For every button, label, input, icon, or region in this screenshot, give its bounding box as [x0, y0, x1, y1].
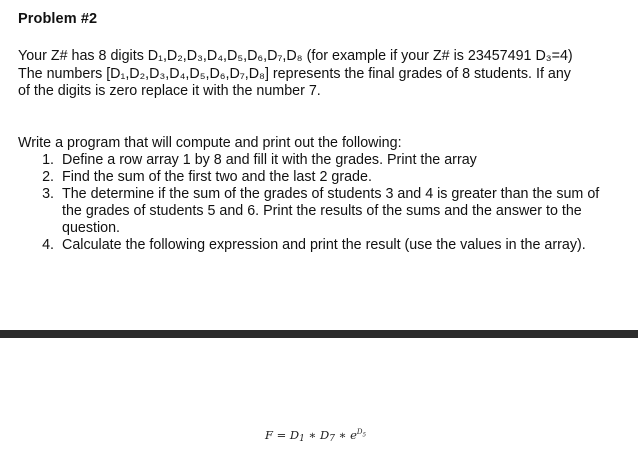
task-list [18, 152, 618, 254]
task-item-3 [18, 186, 618, 237]
formula-lhs: F = D [265, 428, 300, 442]
task-number: 3. [42, 186, 54, 202]
formula-mid: ∗ D [304, 428, 330, 442]
problem-intro [18, 48, 633, 101]
task-number: 2. [42, 169, 54, 185]
task-number: 4. [42, 237, 54, 253]
intro-line-1: Your Z# has 8 digits D₁,D₂,D₃,D₄,D₅,D₆,D₇,D₈ (for example if your Z# is 23457491 D₃=4) [18, 48, 573, 64]
task-section [18, 135, 618, 254]
intro-line-2: The numbers [D₁,D₂,D₃,D₄,D₅,D₆,D₇,D₈] represents the final grades of 8 students. If any [18, 65, 571, 82]
task-text: Find the sum of the first two and the last 2 grade. [62, 169, 372, 185]
task-item-1 [18, 152, 618, 169]
section-divider [0, 330, 638, 338]
formula-exponent [356, 428, 367, 439]
formula-exponent-subscript: 5 [362, 432, 367, 439]
task-number: 1. [42, 152, 54, 168]
formula-d1-subscript: 1 [299, 434, 305, 444]
intro-line-3: of the digits is zero replace it with the number 7. [18, 83, 321, 99]
formula-expression [265, 428, 366, 444]
task-text: The determine if the sum of the grades of students 3 and 4 is greater than the sum of the grades of students 5 and 6. Print the results of the sums and the answer to the question. [62, 186, 600, 236]
task-lead: Write a program that will compute and print out the following: [18, 135, 402, 151]
formula-tail: ∗ e [334, 428, 357, 442]
formula-d7-subscript: 7 [329, 434, 335, 444]
task-text: Define a row array 1 by 8 and fill it with the grades. Print the array [62, 152, 477, 168]
formula-exponent-base: D [356, 428, 363, 437]
problem-title: Problem #2 [18, 11, 98, 27]
task-item-4 [18, 237, 618, 254]
task-item-2 [18, 169, 618, 186]
task-text: Calculate the following expression and print the result (use the values in the array). [62, 237, 586, 253]
